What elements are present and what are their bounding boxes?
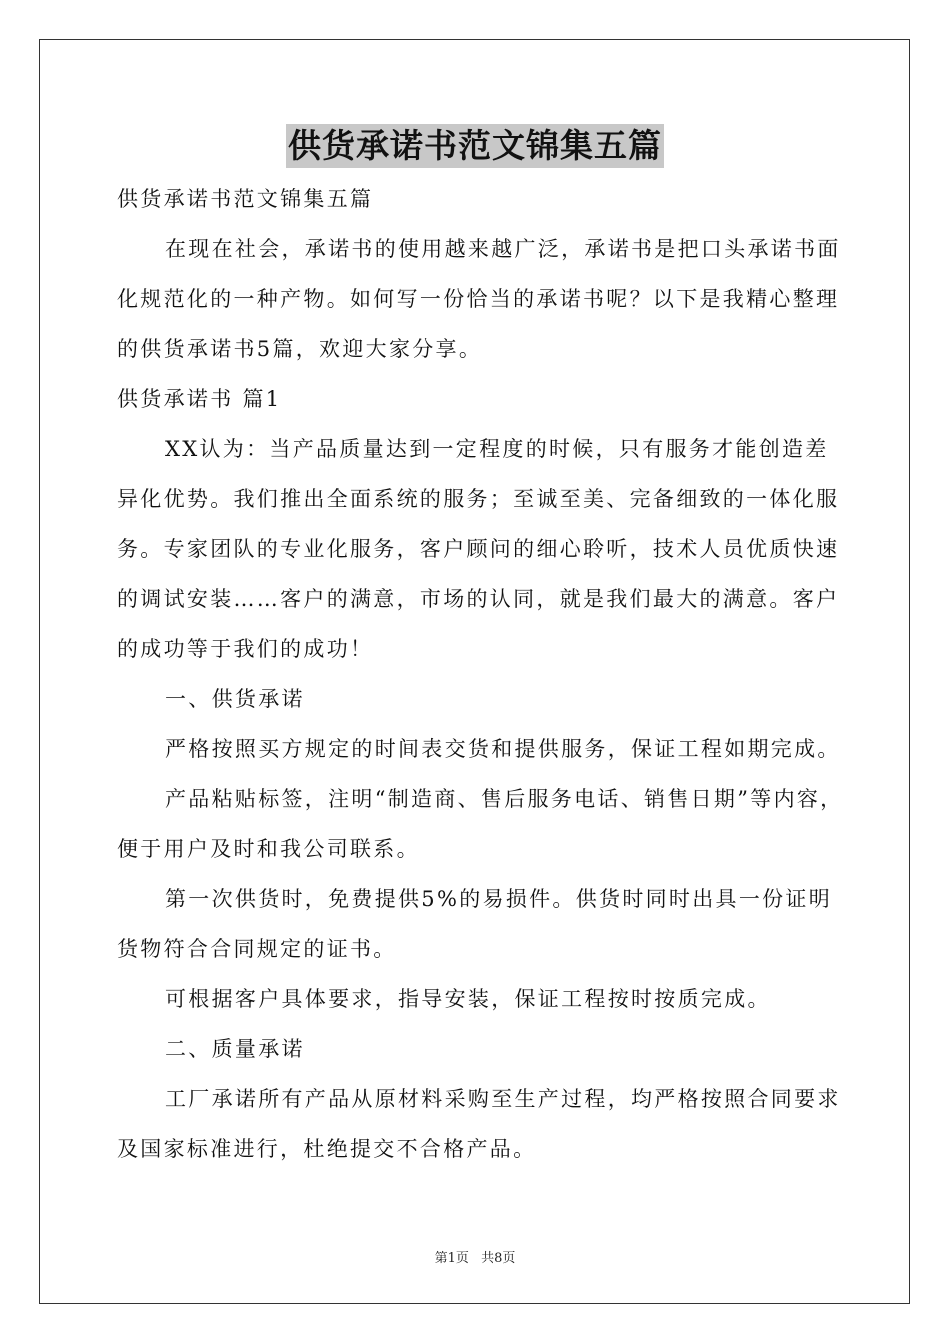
body-paragraph: 严格按照买方规定的时间表交货和提供服务，保证工程如期完成。: [165, 737, 841, 761]
body-paragraph: 可根据客户具体要求，指导安装，保证工程按时按质完成。: [165, 987, 771, 1011]
document-body: [117, 174, 847, 1174]
subheading-supply: 一、供货承诺: [165, 687, 305, 711]
document-title: 供货承诺书范文锦集五篇: [286, 124, 664, 168]
page-total: 共8页: [481, 1251, 516, 1266]
subheading-quality: 二、质量承诺: [165, 1037, 305, 1061]
body-paragraph: 第一次供货时，免费提供5%的易损件。供货时同时出具一份证明货物符合合同规定的证书。: [117, 887, 833, 961]
page-number: 第1页: [434, 1251, 469, 1266]
section-heading: 供货承诺书 篇1: [117, 387, 282, 411]
body-paragraph: 产品粘贴标签，注明“制造商、售后服务电话、销售日期”等内容，便于用户及时和我公司联系。: [117, 787, 844, 861]
body-paragraph: XX认为：当产品质量达到一定程度的时候，只有服务才能创造差异化优势。我们推出全面系统的服务；至诚至美、完备细致的一体化服务。专家团队的专业化服务，客户顾问的细心聆听，技术人员优质快速的调试安装……客户的满意，市场的认同，就是我们最大的满意。客户的成功等于我们的成功！: [117, 437, 840, 661]
page-footer: [0, 1247, 950, 1266]
title-wrap: [0, 124, 950, 168]
body-paragraph: 工厂承诺所有产品从原材料采购至生产过程，均严格按照合同要求及国家标准进行，杜绝提交不合格产品。: [117, 1087, 841, 1161]
subtitle-paragraph: 供货承诺书范文锦集五篇: [117, 187, 374, 211]
intro-paragraph: 在现在社会，承诺书的使用越来越广泛，承诺书是把口头承诺书面化规范化的一种产物。如何写一份恰当的承诺书呢？以下是我精心整理的供货承诺书5篇，欢迎大家分享。: [117, 237, 841, 361]
